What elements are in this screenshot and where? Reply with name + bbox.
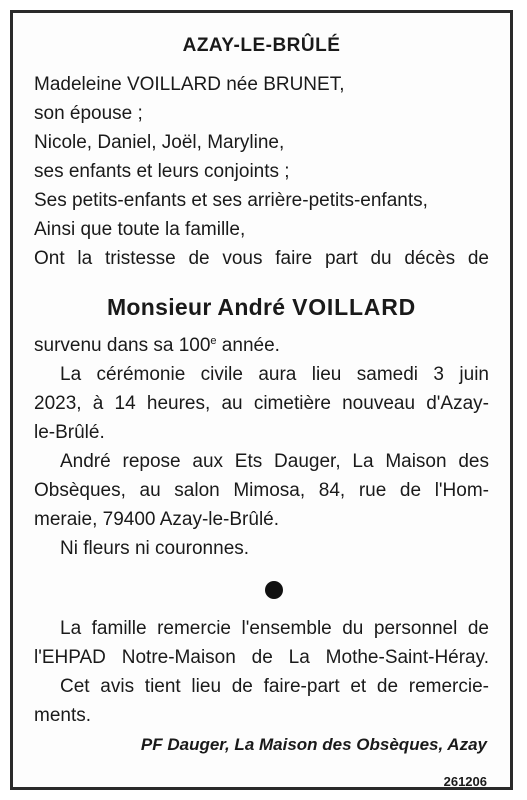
family-line-children: Nicole, Daniel, Joël, Maryline, [34, 132, 285, 153]
separator-bullet-icon [265, 581, 283, 599]
obituary-notice [10, 10, 513, 790]
family-line-whole-family: Ainsi que toute la famille, [34, 219, 246, 240]
reference-number: 261206 [443, 774, 487, 789]
rest-line: André repose aux Ets Dauger, La Maison des [60, 451, 489, 472]
town-heading: AZAY-LE-BRÛLÉ [182, 35, 341, 56]
family-line-grandchildren: Ses petits-enfants et ses arrière-petits-enfants, [34, 190, 428, 211]
age-text: survenu dans sa 100 [34, 335, 211, 356]
thanks-line: La famille remercie l'ensemble du personnel de [60, 618, 489, 639]
age-superscript: e [210, 335, 217, 347]
notice-line: Cet avis tient lieu de faire-part et de remercie- [60, 676, 489, 697]
rest-line: Obsèques, au salon Mimosa, 84, rue de l'Hom- [34, 480, 489, 501]
deceased-surname: VOILLARD [292, 294, 417, 320]
rest-line: meraie, 79400 Azay-le-Brûlé. [34, 509, 280, 530]
thanks-line: l'EHPAD Notre-Maison de La Mothe-Saint-Héray. [34, 647, 489, 668]
notice-line: ments. [34, 705, 92, 726]
ceremony-line: 2023, à 14 heures, au cimetière nouveau d'Azay- [34, 393, 489, 414]
ceremony-line: La cérémonie civile aura lieu samedi 3 juin [60, 364, 489, 385]
age-text-end: année. [216, 335, 280, 356]
age-line [34, 335, 489, 357]
deceased-title: Monsieur André [106, 294, 286, 320]
deceased-name [13, 294, 510, 321]
no-flowers-line: Ni fleurs ni couronnes. [60, 538, 250, 559]
announcement-line: Ont la tristesse de vous faire part du décès de [34, 248, 489, 269]
ceremony-line: le-Brûlé. [34, 422, 105, 443]
family-line-spouse: Madeleine VOILLARD née BRUNET, [34, 74, 345, 95]
funeral-home-signature: PF Dauger, La Maison des Obsèques, Azay [140, 735, 487, 754]
family-line-spouse-role: son épouse ; [34, 103, 143, 124]
family-line-children-role: ses enfants et leurs conjoints ; [34, 161, 290, 182]
